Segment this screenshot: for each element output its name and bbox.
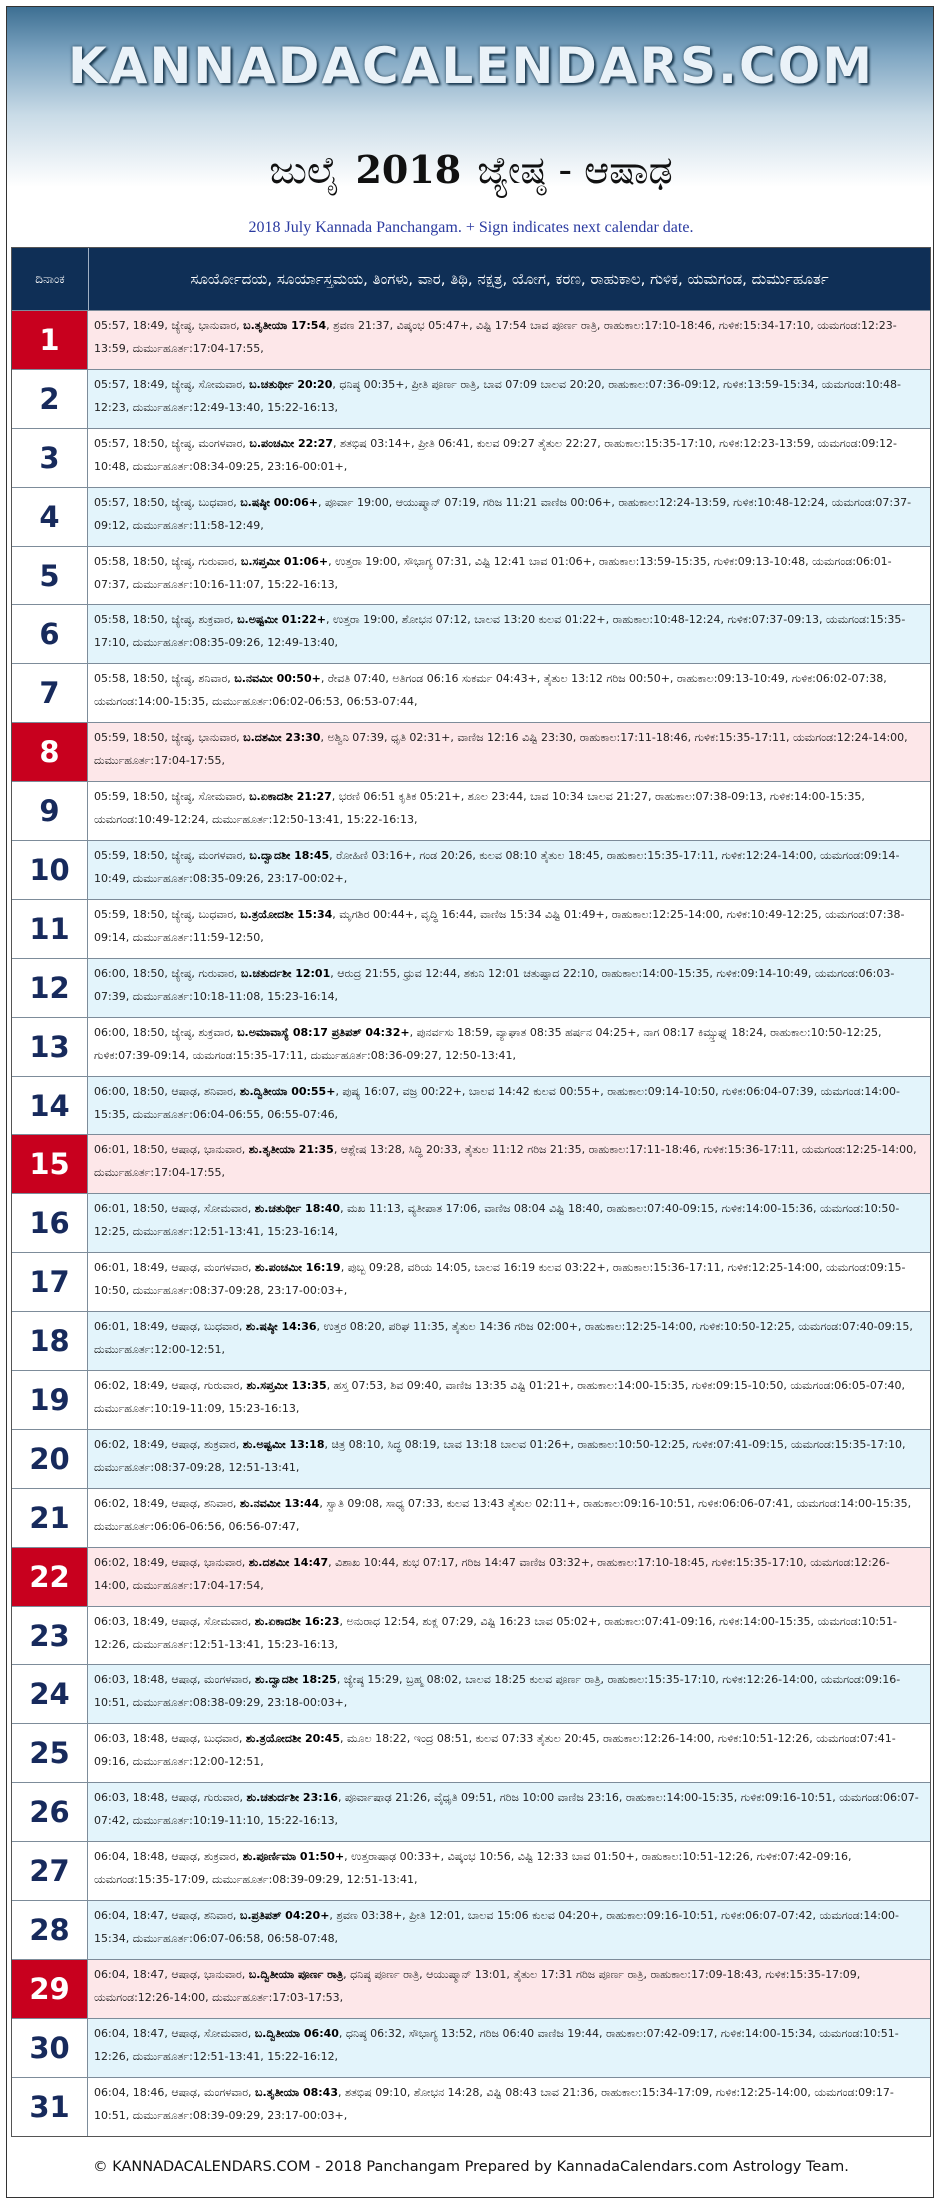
day-number: 20 (12, 1430, 88, 1488)
day-details (88, 1783, 930, 1841)
day-tithi: ಬ.ಪ್ರತಿಪತ್ 04:20+ (239, 1909, 330, 1923)
day-sun-times: 06:03, 18:49, ಆಷಾಢ, ಸೋಮವಾರ, (94, 1614, 255, 1628)
day-panchanga-details: , ಧನಿಷ್ಠ 06:32, ಸೌಭಾಗ್ಯ 13:52, ಗರಿಜ 06:40 ವಾಣಿಜ 19:44, ರಾಹುಕಾಲ:07:42-09:17, ಗುಳಿಕ:14:00-15:34, ಯಮಗಂಡ:10:51-12:26, ದುರ್ಮುಹೂರ್ತ:12:51-13:41, 15:22-16:12, (94, 2026, 899, 2063)
day-details (88, 370, 930, 428)
day-number: 7 (12, 664, 88, 722)
day-panchanga-details: , ಉತ್ತರಾ 19:00, ಶೋಭನ 07:12, ಬಾಲವ 13:20 ಕುಲವ 01:22+, ರಾಹುಕಾಲ:10:48-12:24, ಗುಳಿಕ:07:37-09:13, ಯಮಗಂಡ:15:35-17:10, ದುರ್ಮುಹೂರ್ತ:08:35-09:26, 12:49-13:40, (94, 613, 906, 650)
day-sun-times: 05:58, 18:50, ಜ್ಯೇಷ್ಠ, ಶನಿವಾರ, (94, 672, 235, 686)
day-panchanga-details: , ಸ್ವಾತಿ 09:08, ಸಾಧ್ಯ 07:33, ಕುಲವ 13:43 ತೈತುಲ 02:11+, ರಾಹುಕಾಲ:09:16-10:51, ಗುಳಿಕ:06:06-07:41, ಯಮಗಂಡ:14:00-15:35, ದುರ್ಮುಹೂರ್ತ:06:06-06:56, 06:56-07:47, (94, 1496, 912, 1533)
day-sun-times: 06:04, 18:48, ಆಷಾಢ, ಶುಕ್ರವಾರ, (94, 1850, 243, 1864)
day-tithi: ಶು.ತೃತೀಯಾ 21:35 (248, 1143, 334, 1157)
day-tithi: ಬ.ದ್ವಾದಶೀ 18:45 (249, 849, 330, 863)
calendar-page (6, 6, 934, 2198)
day-tithi: ಶು.ಸಪ್ತಮೀ 13:35 (246, 1379, 327, 1393)
day-number: 30 (12, 2019, 88, 2077)
day-number: 12 (12, 959, 88, 1017)
day-number: 11 (12, 900, 88, 958)
day-row (12, 1017, 930, 1076)
subtitle: 2018 July Kannada Panchangam. + Sign indicates next calendar date. (248, 219, 694, 236)
day-tithi: ಬ.ದಶಮೀ 23:30 (243, 731, 321, 745)
day-number: 28 (12, 1901, 88, 1959)
day-row (12, 1076, 930, 1135)
day-details (88, 1901, 930, 1959)
day-number: 21 (12, 1489, 88, 1547)
day-row (12, 1782, 930, 1841)
day-number: 8 (12, 723, 88, 781)
day-details (88, 900, 930, 958)
table-body (12, 310, 930, 2136)
day-row (12, 1723, 930, 1782)
day-panchanga-details: , ಚಿತ್ರ 08:10, ಸಿದ್ಧ 08:19, ಬಾವ 13:18 ಬಾಲವ 01:26+, ರಾಹುಕಾಲ:10:50-12:25, ಗುಳಿಕ:07:41-09:15, ಯಮಗಂಡ:15:35-17:10, ದುರ್ಮುಹೂರ್ತ:08:37-09:28, 12:51-13:41, (94, 1437, 906, 1474)
day-details (88, 1665, 930, 1723)
day-sun-times: 06:02, 18:49, ಆಷಾಢ, ಶುಕ್ರವಾರ, (94, 1437, 243, 1451)
day-panchanga-details: , ಅನುರಾಧ 12:54, ಶುಕ್ಲ 07:29, ವಿಷ್ಟಿ 16:23 ಬಾವ 05:02+, ರಾಹುಕಾಲ:07:41-09:16, ಗುಳಿಕ:14:00-15:35, ಯಮಗಂಡ:10:51-12:26, ದುರ್ಮುಹೂರ್ತ:12:51-13:41, 15:23-16:13, (94, 1614, 898, 1651)
day-panchanga-details: , ಭರಣಿ 06:51 ಕೃತಿಕ 05:21+, ಶೂಲ 23:44, ಬಾವ 10:34 ಬಾಲವ 21:27, ರಾಹುಕಾಲ:07:38-09:13, ಗುಳಿಕ:14:00-15:35, ಯಮಗಂಡ:10:49-12:24, ದುರ್ಮುಹೂರ್ತ:12:50-13:41, 15:22-16:13, (94, 790, 865, 827)
day-number: 13 (12, 1018, 88, 1076)
day-details (88, 1371, 930, 1429)
day-panchanga-details: , ಧನಿಷ್ಠ ಪೂರ್ಣ ರಾತ್ರಿ, ಆಯುಷ್ಮಾನ್ 13:01, ತೈತುಲ 17:31 ಗರಿಜ ಪೂರ್ಣ ರಾತ್ರಿ, ರಾಹುಕಾಲ:17:09-18:43, ಗುಳಿಕ:15:35-17:09, ಯಮಗಂಡ:12:26-14:00, ದುರ್ಮುಹೂರ್ತ:17:03-17:53, (94, 1967, 861, 2004)
day-row (12, 958, 930, 1017)
day-row (12, 1370, 930, 1429)
day-row (12, 1959, 930, 2018)
day-row (12, 899, 930, 958)
day-row (12, 722, 930, 781)
day-details (88, 723, 930, 781)
day-panchanga-details: , ಮೃಗಶಿರ 00:44+, ವೃದ್ಧಿ 16:44, ವಾಣಿಜ 15:34 ವಿಷ್ಟಿ 01:49+, ರಾಹುಕಾಲ:12:25-14:00, ಗುಳಿಕ:10:49-12:25, ಯಮಗಂಡ:07:38-09:14, ದುರ್ಮುಹೂರ್ತ:11:59-12:50, (94, 907, 905, 944)
day-details (88, 2019, 930, 2077)
day-details (88, 1842, 930, 1900)
day-row (12, 1488, 930, 1547)
day-tithi: ಬ.ಅಮಾವಾಸ್ಯೆ 08:17 ಪ್ರತಿಪತ್ 04:32+ (237, 1025, 410, 1039)
day-sun-times: 06:04, 18:47, ಆಷಾಢ, ಶನಿವಾರ, (94, 1909, 240, 1923)
day-row (12, 1606, 930, 1665)
day-row (12, 1429, 930, 1488)
day-tithi: ಬ.ದ್ವಿತೀಯಾ ಪೂರ್ಣ ರಾತ್ರಿ (248, 1967, 344, 1981)
day-panchanga-details: , ವಿಶಾಖ 10:44, ಶುಭ 07:17, ಗರಿಜ 14:47 ವಾಣಿಜ 03:32+, ರಾಹುಕಾಲ:17:10-18:45, ಗುಳಿಕ:15:35-17:10, ಯಮಗಂಡ:12:26-14:00, ದುರ್ಮುಹೂರ್ತ:17:04-17:54, (94, 1555, 890, 1592)
table-header (12, 248, 930, 310)
day-details (88, 429, 930, 487)
day-row (12, 2018, 930, 2077)
day-sun-times: 06:00, 18:50, ಆಷಾಢ, ಶನಿವಾರ, (94, 1084, 240, 1098)
day-number: 24 (12, 1665, 88, 1723)
day-row (12, 604, 930, 663)
month-kannada: ಜುಲೈ (269, 148, 340, 192)
day-sun-times: 05:57, 18:50, ಜ್ಯೇಷ್ಠ, ಮಂಗಳವಾರ, (94, 436, 250, 450)
day-sun-times: 06:00, 18:50, ಜ್ಯೇಷ್ಠ, ಶುಕ್ರವಾರ, (94, 1025, 238, 1039)
year: 2018 (355, 147, 462, 192)
day-details (88, 782, 930, 840)
day-details (88, 1194, 930, 1252)
day-tithi: ಶು.ಏಕಾದಶೀ 16:23 (254, 1614, 340, 1628)
header-details-column: ಸೂರ್ಯೋದಯ, ಸೂರ್ಯಾಸ್ತಮಯ, ತಿಂಗಳು, ವಾರ, ತಿಥಿ, ನಕ್ಷತ್ರ, ಯೋಗ, ಕರಣ, ರಾಹುಕಾಲ, ಗುಳಿಕ, ಯಮಗಂಡ, ದುರ್ಮುಹೂರ್ತ (190, 270, 829, 288)
month-title (7, 147, 934, 193)
day-panchanga-details: , ಉತ್ತರ 08:20, ಪರಿಘ 11:35, ತೈತುಲ 14:36 ಗರಿಜ 02:00+, ರಾಹುಕಾಲ:12:25-14:00, ಗುಳಿಕ:10:50-12:25, ಯಮಗಂಡ:07:40-09:15, ದುರ್ಮುಹೂರ್ತ:12:00-12:51, (94, 1320, 913, 1357)
day-row (12, 1134, 930, 1193)
day-panchanga-details: , ಮೂಲ 18:22, ಇಂದ್ರ 08:51, ಕುಲವ 07:33 ತೈತುಲ 20:45, ರಾಹುಕಾಲ:12:26-14:00, ಗುಳಿಕ:10:51-12:26, ಯಮಗಂಡ:07:41-09:16, ದುರ್ಮುಹೂರ್ತ:12:00-12:51, (94, 1732, 896, 1769)
day-tithi: ಶು.ಅಷ್ಟಮೀ 13:18 (242, 1437, 325, 1451)
day-row (12, 487, 930, 546)
day-sun-times: 05:57, 18:49, ಜ್ಯೇಷ್ಠ, ಭಾನುವಾರ, (94, 319, 244, 332)
day-row (12, 369, 930, 428)
day-panchanga-details: , ಪುನರ್ವಸು 18:59, ವ್ಯಾಘಾತ 08:35 ಹರ್ಷನ 04:25+, ನಾಗ 08:17 ಕಿಮ್ಸ್ತುಘ್ನ 18:24, ರಾಹುಕಾಲ:10:50-12:25, ಗುಳಿಕ:07:39-09:14, ಯಮಗಂಡ:15:35-17:11, ದುರ್ಮುಹೂರ್ತ:08:36-09:27, 12:50-13:41, (94, 1025, 882, 1062)
day-sun-times: 06:03, 18:48, ಆಷಾಢ, ಗುರುವಾರ, (94, 1791, 247, 1805)
day-sun-times: 06:01, 18:50, ಆಷಾಢ, ಸೋಮವಾರ, (94, 1202, 255, 1216)
day-tithi: ಬ.ತೃತೀಯಾ 17:54 (243, 319, 327, 332)
day-details (88, 959, 930, 1017)
day-sun-times: 06:02, 18:49, ಆಷಾಢ, ಗುರುವಾರ, (94, 1379, 247, 1393)
day-number: 26 (12, 1783, 88, 1841)
day-number: 31 (12, 2078, 88, 2136)
day-details (88, 1607, 930, 1665)
day-details (88, 1548, 930, 1606)
day-panchanga-details: , ಉತ್ತರಾಷಾಢ 00:33+, ವಿಷ್ಕಂಭ 10:56, ವಿಷ್ಟಿ 12:33 ಬಾವ 01:50+, ರಾಹುಕಾಲ:10:51-12:26, ಗುಳಿಕ:07:42-09:16, ಯಮಗಂಡ:15:35-17:09, ದುರ್ಮುಹೂರ್ತ:08:39-09:29, 12:51-13:41, (94, 1850, 852, 1887)
day-panchanga-details: , ಆಶ್ಲೇಷ 13:28, ಸಿದ್ಧಿ 20:33, ತೈತುಲ 11:12 ಗರಿಜ 21:35, ರಾಹುಕಾಲ:17:11-18:46, ಗುಳಿಕ:15:36-17:11, ಯಮಗಂಡ:12:25-14:00, ದುರ್ಮುಹೂರ್ತ:17:04-17:55, (94, 1143, 917, 1180)
day-tithi: ಬ.ಚತುರ್ದಶೀ 12:01 (240, 966, 331, 980)
day-details (88, 1312, 930, 1370)
day-tithi: ಶು.ದ್ವಿತೀಯಾ 00:55+ (239, 1084, 336, 1098)
day-tithi: ಬ.ತ್ರಯೋದಶೀ 15:34 (240, 907, 333, 921)
day-details (88, 1960, 930, 2018)
day-panchanga-details: , ಜ್ಯೇಷ್ಠ 15:29, ಬ್ರಹ್ಮ 08:02, ಬಾಲವ 18:25 ಕುಲವ ಪೂರ್ಣ ರಾತ್ರಿ, ರಾಹುಕಾಲ:15:35-17:10, ಗುಳಿಕ:12:26-14:00, ಯಮಗಂಡ:09:16-10:51, ದುರ್ಮುಹೂರ್ತ:08:38-09:29, 23:18-00:03+, (94, 1673, 901, 1710)
day-panchanga-details: , ಹಸ್ತ 07:53, ಶಿವ 09:40, ವಾಣಿಜ 13:35 ವಿಷ್ಟಿ 01:21+, ರಾಹುಕಾಲ:14:00-15:35, ಗುಳಿಕ:09:15-10:50, ಯಮಗಂಡ:06:05-07:40, ದುರ್ಮುಹೂರ್ತ:10:19-11:09, 15:23-16:13, (94, 1379, 906, 1416)
day-details (88, 1253, 930, 1311)
day-panchanga-details: , ಧನಿಷ್ಠ 00:35+, ಪ್ರೀತಿ ಪೂರ್ಣ ರಾತ್ರಿ, ಬಾವ 07:09 ಬಾಲವ 20:20, ರಾಹುಕಾಲ:07:36-09:12, ಗುಳಿಕ:13:59-15:34, ಯಮಗಂಡ:10:48-12:23, ದುರ್ಮುಹೂರ್ತ:12:49-13:40, 15:22-16:13, (94, 377, 902, 414)
day-row (12, 428, 930, 487)
day-sun-times: 05:57, 18:49, ಜ್ಯೇಷ್ಠ, ಸೋಮವಾರ, (94, 377, 250, 391)
day-sun-times: 06:01, 18:50, ಆಷಾಢ, ಭಾನುವಾರ, (94, 1143, 249, 1157)
day-sun-times: 05:59, 18:50, ಜ್ಯೇಷ್ಠ, ಸೋಮವಾರ, (94, 790, 250, 804)
day-tithi: ಬ.ತೃತೀಯಾ 08:43 (255, 2085, 338, 2099)
day-details (88, 2078, 930, 2136)
day-number: 27 (12, 1842, 88, 1900)
day-number: 18 (12, 1312, 88, 1370)
day-details (88, 1018, 930, 1076)
day-tithi: ಬ.ಏಕಾದಶೀ 21:27 (249, 790, 332, 804)
day-row (12, 310, 930, 369)
day-details (88, 1724, 930, 1782)
day-details (88, 1135, 930, 1193)
day-panchanga-details: , ಪೂರ್ವಾ 19:00, ಆಯುಷ್ಮಾನ್ 07:19, ಗರಿಜ 11:21 ವಾಣಿಜ 00:06+, ರಾಹುಕಾಲ:12:24-13:59, ಗುಳಿಕ:10:48-12:24, ಯಮಗಂಡ:07:37-09:12, ದುರ್ಮುಹೂರ್ತ:11:58-12:49, (94, 495, 912, 532)
day-panchanga-details: , ಉತ್ತರಾ 19:00, ಸೌಭಾಗ್ಯ 07:31, ವಿಷ್ಟಿ 12:41 ಬಾವ 01:06+, ರಾಹುಕಾಲ:13:59-15:35, ಗುಳಿಕ:09:13-10:48, ಯಮಗಂಡ:06:01-07:37, ದುರ್ಮುಹೂರ್ತ:10:16-11:07, 15:22-16:13, (94, 554, 892, 591)
day-sun-times: 05:59, 18:50, ಜ್ಯೇಷ್ಠ, ಭಾನುವಾರ, (94, 731, 244, 745)
header-banner (7, 7, 934, 247)
day-details (88, 488, 930, 546)
day-number: 6 (12, 605, 88, 663)
day-number: 25 (12, 1724, 88, 1782)
day-tithi: ಶು.ಪಂಚಮೀ 16:19 (255, 1261, 341, 1275)
day-sun-times: 06:01, 18:49, ಆಷಾಢ, ಬುಧವಾರ, (94, 1320, 246, 1334)
day-number: 23 (12, 1607, 88, 1665)
day-tithi: ಶು.ಚತುರ್ಥೀ 18:40 (254, 1202, 341, 1216)
day-panchanga-details: , ಶತಭಿಷ 03:14+, ಪ್ರೀತಿ 06:41, ಕುಲವ 09:27 ತೈತುಲ 22:27, ರಾಹುಕಾಲ:15:35-17:10, ಗುಳಿಕ:12:23-13:59, ಯಮಗಂಡ:09:12-10:48, ದುರ್ಮುಹೂರ್ತ:08:34-09:25, 23:16-00:01+, (94, 436, 898, 473)
header-date-column: ದಿನಾಂಕ (12, 248, 89, 310)
day-tithi: ಶು.ಪೂರ್ಣಿಮಾ 01:50+ (242, 1850, 345, 1864)
day-number: 14 (12, 1077, 88, 1135)
day-details (88, 1077, 930, 1135)
lunar-months: ಜ್ಯೇಷ್ಠ - ಆಷಾಢ (477, 148, 673, 192)
footer-copyright: © KANNADACALENDARS.COM - 2018 Panchangam Prepared by KannadaCalendars.com Astrology Team. (93, 2159, 849, 2175)
day-tithi: ಬ.ನವಮೀ 00:50+ (234, 672, 321, 686)
day-row (12, 1252, 930, 1311)
day-sun-times: 05:59, 18:50, ಜ್ಯೇಷ್ಠ, ಮಂಗಳವಾರ, (94, 849, 250, 863)
day-row (12, 1664, 930, 1723)
day-row (12, 1900, 930, 1959)
day-sun-times: 06:02, 18:49, ಆಷಾಢ, ಭಾನುವಾರ, (94, 1555, 249, 1569)
day-tithi: ಬ.ಷಷ್ಠೀ 00:06+ (240, 495, 319, 509)
day-panchanga-details: , ಶ್ರವಣ 21:37, ವಿಷ್ಕಂಭ 05:47+, ವಿಷ್ಟಿ 17:54 ಬಾವ ಪೂರ್ಣ ರಾತ್ರಿ, ರಾಹುಕಾಲ:17:10-18:46, ಗುಳಿಕ:15:34-17:10, ಯಮಗಂಡ:12:23-13:59, ದುರ್ಮುಹೂರ್ತ:17:04-17:55, (94, 319, 897, 355)
day-tithi: ಬ.ದ್ವಿತೀಯಾ 06:40 (254, 2026, 339, 2040)
day-details (88, 605, 930, 663)
day-number: 2 (12, 370, 88, 428)
day-sun-times: 06:00, 18:50, ಜ್ಯೇಷ್ಠ, ಗುರುವಾರ, (94, 966, 241, 980)
day-row (12, 1841, 930, 1900)
day-row (12, 546, 930, 605)
day-row (12, 2077, 930, 2136)
day-panchanga-details: , ಅಶ್ವಿನಿ 07:39, ಧೃತಿ 02:31+, ವಾಣಿಜ 12:16 ವಿಷ್ಟಿ 23:30, ರಾಹುಕಾಲ:17:11-18:46, ಗುಳಿಕ:15:35-17:11, ಯಮಗಂಡ:12:24-14:00, ದುರ್ಮುಹೂರ್ತ:17:04-17:55, (94, 731, 908, 768)
day-sun-times: 05:57, 18:50, ಜ್ಯೇಷ್ಠ, ಬುಧವಾರ, (94, 495, 241, 509)
day-sun-times: 06:03, 18:48, ಆಷಾಢ, ಬುಧವಾರ, (94, 1732, 246, 1746)
day-tithi: ಶು.ಚತುರ್ದಶೀ 23:16 (246, 1791, 338, 1805)
day-tithi: ಬ.ಪಂಚಮೀ 22:27 (249, 436, 333, 450)
day-row (12, 1311, 930, 1370)
day-tithi: ಶು.ತ್ರಯೋದಶೀ 20:45 (245, 1732, 340, 1746)
day-details (88, 841, 930, 899)
day-number: 3 (12, 429, 88, 487)
day-panchanga-details: , ಶ್ರವಣ 03:38+, ಪ್ರೀತಿ 12:01, ಬಾಲವ 15:06 ಕುಲವ 04:20+, ರಾಹುಕಾಲ:09:16-10:51, ಗುಳಿಕ:06:07-07:42, ಯಮಗಂಡ:14:00-15:34, ದುರ್ಮುಹೂರ್ತ:06:07-06:58, 06:58-07:48, (94, 1909, 899, 1946)
day-panchanga-details: , ಮಖ 11:13, ವ್ಯತೀಪಾತ 17:06, ವಾಣಿಜ 08:04 ವಿಷ್ಟಿ 18:40, ರಾಹುಕಾಲ:07:40-09:15, ಗುಳಿಕ:14:00-15:36, ಯಮಗಂಡ:10:50-12:25, ದುರ್ಮುಹೂರ್ತ:12:51-13:41, 15:23-16:14, (94, 1202, 900, 1239)
day-details (88, 1430, 930, 1488)
day-row (12, 840, 930, 899)
day-sun-times: 05:58, 18:50, ಜ್ಯೇಷ್ಠ, ಗುರುವಾರ, (94, 554, 241, 568)
day-number: 1 (12, 311, 88, 369)
day-number: 9 (12, 782, 88, 840)
day-row (12, 1547, 930, 1606)
day-sun-times: 06:03, 18:48, ಆಷಾಢ, ಮಂಗಳವಾರ, (94, 1673, 256, 1687)
day-panchanga-details: , ಶತಭಿಷ 09:10, ಶೋಭನ 14:28, ವಿಷ್ಟಿ 08:43 ಬಾವ 21:36, ರಾಹುಕಾಲ:15:34-17:09, ಗುಳಿಕ:12:25-14:00, ಯಮಗಂಡ:09:17-10:51, ದುರ್ಮುಹೂರ್ತ:08:39-09:29, 23:17-00:03+, (94, 2085, 894, 2122)
day-tithi: ಶು.ದ್ವಾದಶೀ 18:25 (255, 1673, 337, 1687)
day-details (88, 311, 930, 369)
day-row (12, 781, 930, 840)
day-sun-times: 06:02, 18:49, ಆಷಾಢ, ಶನಿವಾರ, (94, 1496, 240, 1510)
day-sun-times: 05:59, 18:50, ಜ್ಯೇಷ್ಠ, ಬುಧವಾರ, (94, 907, 241, 921)
day-details (88, 664, 930, 722)
day-number: 22 (12, 1548, 88, 1606)
day-row (12, 663, 930, 722)
day-tithi: ಶು.ದಶಮೀ 14:47 (248, 1555, 329, 1569)
day-sun-times: 06:01, 18:49, ಆಷಾಢ, ಮಂಗಳವಾರ, (94, 1261, 256, 1275)
panchangam-table (11, 247, 931, 2137)
day-row (12, 1193, 930, 1252)
day-panchanga-details: , ರೇವತಿ 07:40, ಅತಿಗಂಡ 06:16 ಸುಕರ್ಮ 04:43+, ತೈತುಲ 13:12 ಗರಿಜ 00:50+, ರಾಹುಕಾಲ:09:13-10:49, ಗುಳಿಕ:06:02-07:38, ಯಮಗಂಡ:14:00-15:35, ದುರ್ಮುಹೂರ್ತ:06:02-06:53, 06:53-07:44, (94, 672, 887, 709)
day-number: 15 (12, 1135, 88, 1193)
day-tithi: ಶು.ಷಷ್ಠೀ 14:36 (245, 1320, 317, 1334)
day-number: 19 (12, 1371, 88, 1429)
day-panchanga-details: , ಪುಬ್ಬ 09:28, ವರಿಯ 14:05, ಬಾಲವ 16:19 ಕುಲವ 03:22+, ರಾಹುಕಾಲ:15:36-17:11, ಗುಳಿಕ:12:25-14:00, ಯಮಗಂಡ:09:15-10:50, ದುರ್ಮುಹೂರ್ತ:08:37-09:28, 23:17-00:03+, (94, 1261, 906, 1298)
day-sun-times: 05:58, 18:50, ಜ್ಯೇಷ್ಠ, ಶುಕ್ರವಾರ, (94, 613, 238, 627)
day-panchanga-details: , ಪೂರ್ವಾಷಾಢ 21:26, ವೈಧೃತಿ 09:51, ಗರಿಜ 10:00 ವಾಣಿಜ 23:16, ರಾಹುಕಾಲ:14:00-15:35, ಗುಳಿಕ:09:16-10:51, ಯಮಗಂಡ:06:07-07:42, ದುರ್ಮುಹೂರ್ತ:10:19-11:10, 15:22-16:13, (94, 1791, 919, 1828)
day-number: 29 (12, 1960, 88, 2018)
day-sun-times: 06:04, 18:46, ಆಷಾಢ, ಮಂಗಳವಾರ, (94, 2085, 256, 2099)
day-tithi: ಬ.ಅಷ್ಟಮೀ 01:22+ (237, 613, 326, 627)
day-details (88, 1489, 930, 1547)
day-number: 4 (12, 488, 88, 546)
day-tithi: ಬ.ಸಪ್ತಮೀ 01:06+ (240, 554, 329, 568)
day-tithi: ಬ.ಚತುರ್ಥೀ 20:20 (249, 377, 333, 391)
day-number: 10 (12, 841, 88, 899)
day-sun-times: 06:04, 18:47, ಆಷಾಢ, ಭಾನುವಾರ, (94, 1967, 249, 1981)
site-title: KANNADACALENDARS.COM (68, 37, 874, 95)
day-details (88, 547, 930, 605)
day-number: 17 (12, 1253, 88, 1311)
day-number: 5 (12, 547, 88, 605)
day-panchanga-details: , ಪುಷ್ಯ 16:07, ವಜ್ರ 00:22+, ಬಾಲವ 14:42 ಕುಲವ 00:55+, ರಾಹುಕಾಲ:09:14-10:50, ಗುಳಿಕ:06:04-07:39, ಯಮಗಂಡ:14:00-15:35, ದುರ್ಮುಹೂರ್ತ:06:04-06:55, 06:55-07:46, (94, 1084, 901, 1121)
day-sun-times: 06:04, 18:47, ಆಷಾಢ, ಸೋಮವಾರ, (94, 2026, 255, 2040)
day-number: 16 (12, 1194, 88, 1252)
day-panchanga-details: , ರೋಹಿಣಿ 03:16+, ಗಂಡ 20:26, ಕುಲವ 08:10 ತೈತುಲ 18:45, ರಾಹುಕಾಲ:15:35-17:11, ಗುಳಿಕ:12:24-14:00, ಯಮಗಂಡ:09:14-10:49, ದುರ್ಮುಹೂರ್ತ:08:35-09:26, 23:17-00:02+, (94, 849, 900, 886)
day-panchanga-details: , ಆರುದ್ರ 21:55, ಧ್ರುವ 12:44, ಶಕುನಿ 12:01 ಚತುಷ್ಪಾದ 22:10, ರಾಹುಕಾಲ:14:00-15:35, ಗುಳಿಕ:09:14-10:49, ಯಮಗಂಡ:06:03-07:39, ದುರ್ಮುಹೂರ್ತ:10:18-11:08, 15:23-16:14, (94, 966, 895, 1003)
day-tithi: ಶು.ನವಮೀ 13:44 (239, 1496, 320, 1510)
